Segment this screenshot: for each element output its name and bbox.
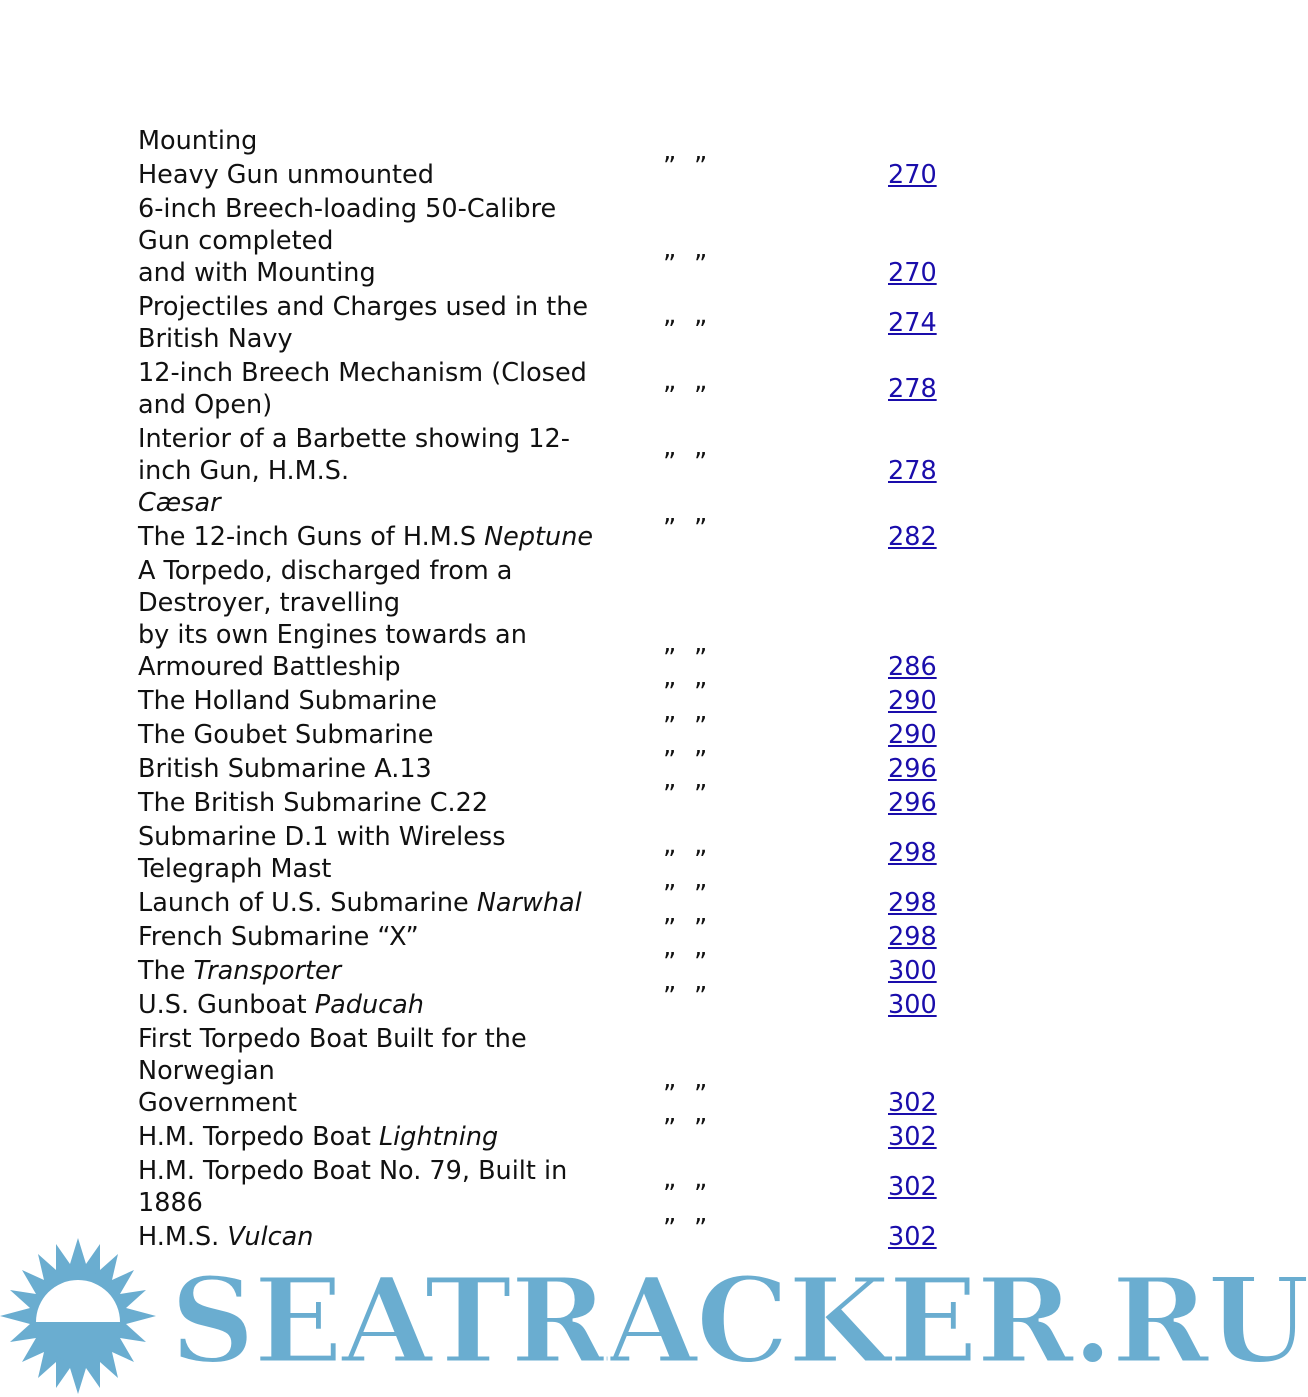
list-item	[138, 914, 958, 953]
ditto-mark: „	[694, 1164, 708, 1194]
ditto-mark: ”	[694, 1114, 708, 1144]
list-item	[138, 712, 958, 751]
page-link[interactable]: 302	[888, 1088, 937, 1118]
list-item	[138, 125, 958, 157]
entry-title: U.S. Gunboat Paducah	[138, 990, 424, 1020]
page-link[interactable]: 274	[888, 308, 937, 338]
ditto-mark: „	[694, 830, 708, 860]
list-item	[138, 780, 958, 819]
entry-title: The British Submarine C.22	[138, 788, 489, 818]
ditto-mark: ”	[663, 514, 677, 544]
ditto-mark: ”	[694, 712, 708, 742]
list-item	[138, 555, 958, 683]
entry-title: Projectiles and Charges used in the British Navy	[138, 292, 589, 354]
ditto-mark: ”	[694, 644, 708, 674]
ditto-mark: ”	[663, 746, 677, 776]
entry-title: A Torpedo, discharged from a Destroyer, travelling by its own Engines towards an Armoured Battleship	[138, 556, 527, 682]
ditto-mark: „	[663, 300, 677, 330]
ditto-mark: ”	[694, 880, 708, 910]
ditto-mark: ”	[663, 780, 677, 810]
ditto-mark: ”	[694, 152, 708, 182]
ditto-mark: „	[663, 830, 677, 860]
ditto-mark: ”	[663, 712, 677, 742]
list-item	[138, 678, 958, 717]
list-item	[138, 982, 958, 1021]
ditto-mark: ”	[694, 250, 708, 280]
ditto-mark: „	[663, 1164, 677, 1194]
entry-title: British Submarine A.13	[138, 754, 432, 784]
page-link[interactable]: 286	[888, 652, 937, 682]
ditto-mark: ”	[694, 448, 708, 478]
page-link[interactable]: 298	[888, 922, 937, 952]
list-item	[138, 821, 958, 885]
ditto-mark: ”	[694, 780, 708, 810]
entry-title: Mounting	[138, 126, 258, 156]
illustrations-list	[138, 125, 958, 1255]
ditto-mark: ”	[694, 678, 708, 708]
ditto-mark: ”	[663, 982, 677, 1012]
page-link[interactable]: 282	[888, 522, 937, 552]
entry-title: French Submarine “X”	[138, 922, 419, 952]
list-item	[138, 423, 958, 519]
page-link[interactable]: 300	[888, 956, 937, 986]
ditto-mark: ”	[694, 982, 708, 1012]
page-link[interactable]: 298	[888, 838, 937, 868]
page-link[interactable]: 290	[888, 720, 937, 750]
ditto-mark: ”	[663, 678, 677, 708]
ditto-mark: ”	[663, 644, 677, 674]
entry-title: Launch of U.S. Submarine Narwhal	[138, 888, 582, 918]
list-item	[138, 291, 958, 355]
ditto-mark: ”	[663, 448, 677, 478]
page-link[interactable]: 302	[888, 1222, 937, 1252]
watermark-text: SEATRACKER.RU	[170, 1251, 1308, 1390]
list-item	[138, 746, 958, 785]
entry-title: Submarine D.1 with Wireless Telegraph Mast	[138, 822, 506, 884]
list-item	[138, 948, 958, 987]
ditto-mark: ”	[663, 152, 677, 182]
ditto-mark: ”	[694, 914, 708, 944]
page-link[interactable]: 296	[888, 788, 937, 818]
page-link[interactable]: 302	[888, 1172, 937, 1202]
ditto-mark: „	[694, 366, 708, 396]
ditto-mark: ”	[663, 1080, 677, 1110]
list-item	[138, 193, 958, 289]
entry-title: Heavy Gun unmounted	[138, 160, 434, 190]
ditto-mark: ”	[694, 514, 708, 544]
entry-title: The Transporter	[138, 956, 342, 986]
page-link[interactable]: 302	[888, 1122, 937, 1152]
entry-title: The Goubet Submarine	[138, 720, 434, 750]
list-item	[138, 514, 958, 553]
entry-title: The 12-inch Guns of H.M.S Neptune	[138, 522, 594, 552]
page-link[interactable]: 270	[888, 160, 937, 190]
entry-title: The Holland Submarine	[138, 686, 437, 716]
list-item	[138, 1114, 958, 1153]
entry-title: H.M.S. Vulcan	[138, 1222, 314, 1252]
entry-title: First Torpedo Boat Built for the Norwegian Government	[138, 1024, 527, 1118]
ditto-mark: „	[663, 366, 677, 396]
ditto-mark: „	[694, 300, 708, 330]
list-item	[138, 1023, 958, 1119]
page-link[interactable]: 270	[888, 258, 937, 288]
list-item	[138, 357, 958, 421]
page-link[interactable]: 296	[888, 754, 937, 784]
page-link[interactable]: 300	[888, 990, 937, 1020]
ditto-mark: ”	[694, 1214, 708, 1244]
page-link[interactable]: 290	[888, 686, 937, 716]
ditto-mark: ”	[663, 880, 677, 910]
page-link[interactable]: 278	[888, 374, 937, 404]
list-item	[138, 152, 958, 191]
entry-title: 6-inch Breech-loading 50-Calibre Gun completed and with Mounting	[138, 194, 557, 288]
ditto-mark: ”	[663, 250, 677, 280]
ditto-mark: ”	[663, 1214, 677, 1244]
list-item	[138, 1155, 958, 1219]
entry-title: Interior of a Barbette showing 12- inch Gun, H.M.S. Cæsar	[138, 424, 570, 518]
ditto-mark: ”	[694, 1080, 708, 1110]
ditto-mark: ”	[663, 948, 677, 978]
ditto-mark: ”	[663, 914, 677, 944]
entry-title: H.M. Torpedo Boat Lightning	[138, 1122, 499, 1152]
ditto-mark: ”	[694, 948, 708, 978]
ditto-mark: ”	[663, 1114, 677, 1144]
page-link[interactable]: 298	[888, 888, 937, 918]
list-item	[138, 880, 958, 919]
entry-title: H.M. Torpedo Boat No. 79, Built in 1886	[138, 1156, 568, 1218]
entry-title: 12-inch Breech Mechanism (Closed and Open)	[138, 358, 587, 420]
page-link[interactable]: 278	[888, 456, 937, 486]
ditto-mark: ”	[694, 746, 708, 776]
